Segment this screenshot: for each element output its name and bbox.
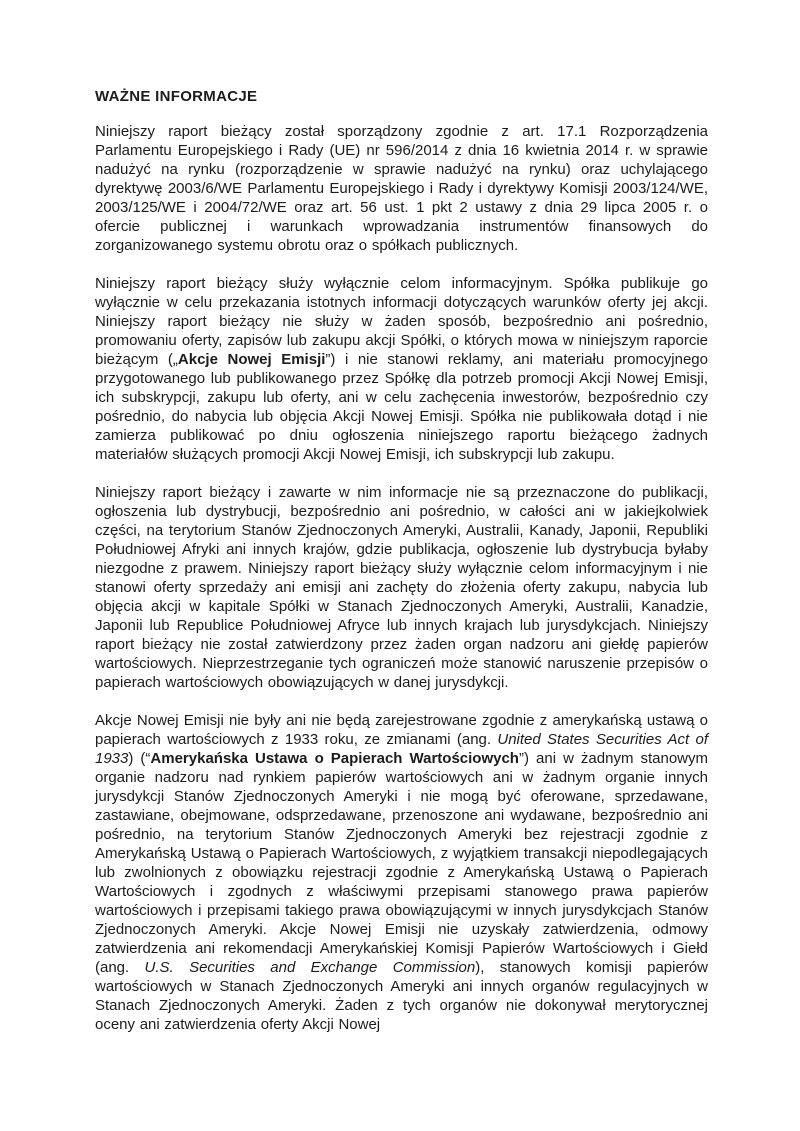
text-run: Niniejszy raport bieżący i zawarte w nim informacje nie są przeznaczone do publikacji, ogłoszenia lub dystrybucji, bezpośrednio ani pośrednio, w całości ani w jakiejkolwiek części, na terytorium Stanów Zjednoczonych Ameryki, Australii, Kanady, Japonii, Republiki Południowej Afryki ani innych krajów, gdzie publikacja, ogłoszenie lub dystrybucja byłaby niezgodne z prawem. Niniejszy raport bieżący służy wyłącznie celom informacyjnym i nie stanowi oferty sprzedaży ani emisji ani zachęty do złożenia oferty zakupu, nabycia lub objęcia akcji w kapitale Spółki w Stanach Zjednoczonych Ameryki, Australii, Kanadzie, Japonii lub Republice Południowej Afryce lub innych krajach lub jurysdykcjach. Niniejszy raport bieżący nie został zatwierdzony przez żaden organ nadzoru ani giełdę papierów wartościowych. Nieprzestrzeganie tych ograniczeń może stanowić naruszenie przepisów o papierach wartościowych obowiązujących w danej jurysdykcji. [95, 484, 708, 691]
text-run: Akcje Nowej Emisji nie były ani nie będą zarejestrowane zgodnie z amerykańską ustawą o papierach wartościowych z 1933 roku, ze zmianami (ang. [95, 712, 708, 748]
document-heading: WAŻNE INFORMACJE [95, 88, 258, 105]
defined-term-akcje-nowej-emisji: Akcje Nowej Emisji [177, 351, 326, 368]
text-run: ”) i nie stanowi reklamy, ani materiału promocyjnego przygotowanego lub publikowanego przez Spółkę dla potrzeb promocji Akcji Nowej Emisji, ich subskrypcji, zakupu lub oferty, ani w celu zachęcenia inwestorów, bezpośrednio czy pośrednio, do nabycia lub objęcia Akcji Nowej Emisji. Spółka nie publikowała dotąd i nie zamierza publikować po dniu ogłoszenia niniejszego raportu bieżącego żadnych materiałów służących promocji Akcji Nowej Emisji, ich subskrypcji lub zakupu. [95, 351, 708, 463]
text-run: Niniejszy raport bieżący został sporządzony zgodnie z art. 17.1 Rozporządzenia Parlamentu Europejskiego i Rady (UE) nr 596/2014 z dnia 16 kwietnia 2014 r. w sprawie nadużyć na rynku (rozporządzenie w sprawie nadużyć na rynku) oraz uchylającego dyrektywę 2003/6/WE Parlamentu Europejskiego i Rady i dyrektywy Komisji 2003/124/WE, 2003/125/WE i 2004/72/WE oraz art. 56 ust. 1 pkt 2 ustawy z dnia 29 lipca 2005 r. o ofercie publicznej i warunkach wprowadzania instrumentów finansowych do zorganizowanego systemu obrotu oraz o spółkach publicznych. [95, 123, 708, 254]
text-run: Niniejszy raport bieżący służy wyłącznie celom informacyjnym. Spółka publikuje go wyłącznie w celu przekazania istotnych informacji dotyczących warunków oferty jej akcji. Niniejszy raport bieżący nie służy w żaden sposób, bezpośrednio ani pośrednio, promowaniu oferty, zapisów lub zakupu akcji Spółki, o których mowa w niniejszym raporcie bieżącym („ [95, 275, 708, 368]
text-run: ) (“ [128, 750, 151, 767]
institution-name-sec-italic: U.S. Securities and Exchange Commission [144, 959, 476, 976]
defined-term-amerykanska-ustawa: Amerykańska Ustawa o Papierach Wartościowych [150, 750, 519, 767]
law-name-securities-act-italic: United States Securities Act of 1933 [95, 731, 708, 767]
text-run: ”) ani w żadnym stanowym organie nadzoru nad rynkiem papierów wartościowych ani w żadnym organie innych jurysdykcji Stanów Zjednoczonych Ameryki i nie mogą być oferowane, sprzedawane, zastawiane, obejmowane, odsprzedawane, przenoszone ani wydawane, bezpośrednio ani pośrednio, na terytorium Stanów Zjednoczonych Ameryki bez rejestracji zgodnie z Amerykańską Ustawą o Papierach Wartościowych, z wyjątkiem transakcji niepodlegających lub zwolnionych z obowiązku rejestracji zgodnie z Amerykańską Ustawą o Papierach Wartościowych i zgodnych z właściwymi przepisami stanowego prawa papierów wartościowych i przepisami takiego prawa obowiązującymi w innych jurysdykcjach Stanów Zjednoczonych Ameryki. Akcje Nowej Emisji nie uzyskały zatwierdzenia, odmowy zatwierdzenia ani rekomendacji Amerykańskiej Komisji Papierów Wartościowych i Giełd (ang. [95, 750, 709, 976]
paragraph-informational-purpose [95, 274, 708, 464]
text-run: ), stanowych komisji papierów wartościowych w Stanach Zjednoczonych Ameryki ani innych organów regulacyjnych w Stanach Zjednoczonych Ameryki. Żaden z tych organów nie dokonywał merytorycznej oceny ani zatwierdzenia oferty Akcji Nowej [95, 959, 708, 1033]
paragraph-us-securities-act [95, 711, 708, 1034]
paragraph-distribution-restrictions [95, 483, 708, 692]
paragraph-legal-basis [95, 122, 708, 255]
